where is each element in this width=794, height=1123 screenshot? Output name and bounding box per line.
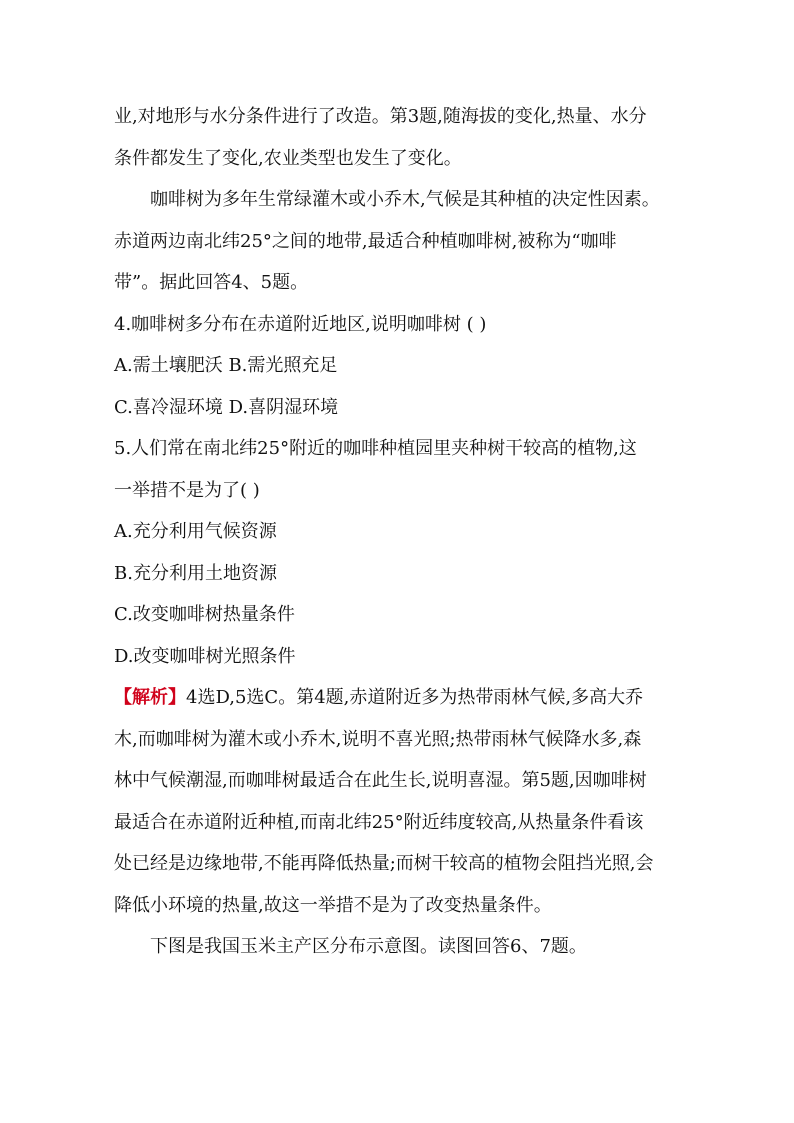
text-line-2: 条件都发生了变化,农业类型也发生了变化。 (114, 148, 462, 169)
question-4-options-cd: C.喜冷湿环境 D.喜阴湿环境 (114, 397, 339, 418)
analysis-text: 4选D,5选C。第4题,赤道附近多为热带雨林气候,多高大乔 (186, 687, 644, 708)
question-5-line-1: 5.人们常在南北纬25°附近的咖啡种植园里夹种树干较高的植物,这 (114, 438, 637, 459)
next-passage-line: 下图是我国玉米主产区分布示意图。读图回答6、7题。 (150, 936, 587, 957)
passage-line-1: 咖啡树为多年生常绿灌木或小乔木,气候是其种植的决定性因素。 (150, 189, 660, 210)
passage-line-3: 带”。据此回答4、5题。 (114, 272, 309, 293)
question-5-option-a: A.充分利用气候资源 (114, 521, 277, 542)
question-4-options-ab: A.需土壤肥沃 B.需光照充足 (114, 355, 338, 376)
analysis-line-3: 林中气候潮湿,而咖啡树最适合在此生长,说明喜湿。第5题,因咖啡树 (114, 770, 647, 791)
question-4: 4.咖啡树多分布在赤道附近地区,说明咖啡树 ( ) (114, 314, 487, 335)
question-5-line-2: 一举措不是为了( ) (114, 480, 260, 501)
analysis-line-6: 降低小环境的热量,故这一举措不是为了改变热量条件。 (114, 895, 552, 916)
analysis-line-2: 木,而咖啡树为灌木或小乔木,说明不喜光照;热带雨林气候降水多,森 (114, 729, 642, 750)
question-5-option-b: B.充分利用土地资源 (114, 563, 277, 584)
passage-line-2: 赤道两边南北纬25°之间的地带,最适合种植咖啡树,被称为“咖啡 (114, 231, 617, 252)
question-5-option-c: C.改变咖啡树热量条件 (114, 604, 295, 625)
analysis-line-4: 最适合在赤道附近种植,而南北纬25°附近纬度较高,从热量条件看该 (114, 812, 644, 833)
analysis-tag: 【解析】 (114, 687, 186, 708)
text-line-1: 业,对地形与水分条件进行了改造。第3题,随海拔的变化,热量、水分 (114, 106, 647, 127)
analysis-line-1 (114, 686, 684, 710)
analysis-line-5: 处已经是边缘地带,不能再降低热量;而树干较高的植物会阻挡光照,会 (114, 853, 654, 874)
question-5-option-d: D.改变咖啡树光照条件 (114, 646, 296, 667)
